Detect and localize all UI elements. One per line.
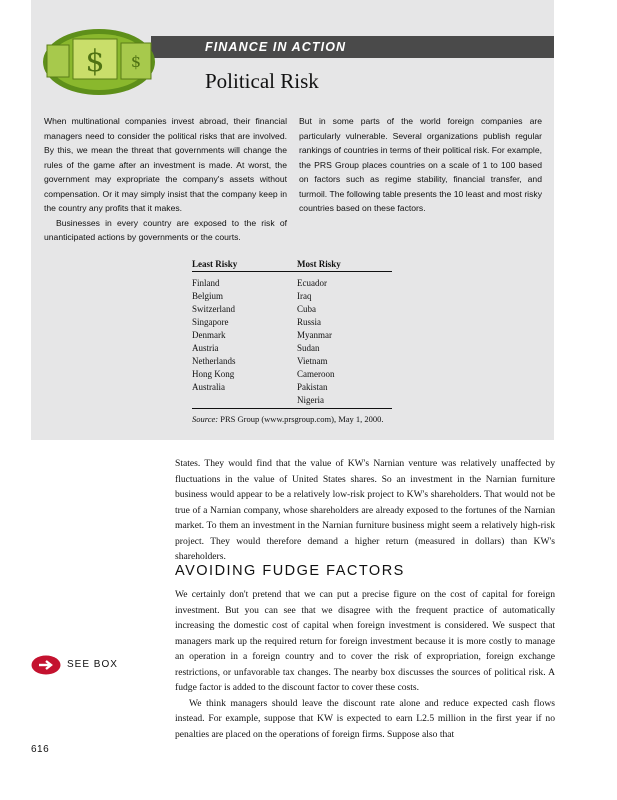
- box-right-paragraph: But in some parts of the world foreign companies are particularly vulnerable. Several organizations publish regular rankings of countries in terms of their political risk. For example, the PRS Group places countries on a scale of 1 to 100 based on factors such as regime stability, financial transfer, and turmoil. The following table presents the 10 least and most risky countries based on these factors.: [299, 116, 542, 213]
- body-paragraph-1-text: States. They would find that the value of KW's Narnian venture was relatively unaffected by fluctuations in the value of United States shares. So an investment in the Narnian furniture business would appear to be a relatively low-risk project to KW's shareholders. That would not be true of a Narnian company, whose shareholders are already exposed to the fortunes of the Narnian market. To them an investment in the Narnian furniture business might seem a relatively high-risk project. They would therefore demand a higher return (measured in dollars) than KW's shareholders.: [175, 458, 555, 562]
- table-cell-most: Sudan: [297, 343, 320, 353]
- table-bottom-rule: [192, 408, 392, 409]
- table-cell-most: Russia: [297, 317, 322, 327]
- source-text: PRS Group (www.prsgroup.com), May 1, 2000.: [220, 414, 384, 424]
- table-cell-least: Singapore: [192, 317, 229, 327]
- body-paragraph-3: We think managers should leave the discount rate alone and reduce expected cash flows instead. For example, suppose that KW is expected to earn L2.5 million in the first year if no penalties are placed on the operations of foreign firms. Suppose also that: [175, 697, 555, 740]
- table-cell-least: Belgium: [192, 291, 223, 301]
- box-left-paragraph-1: When multinational companies invest abroad, their financial managers need to consider the political risks that are involved. By this, we mean the threat that governments will change the rules of the game after an investment is made. At worst, the government may expropriate the company's assets without compensation. Or it may simply insist that the company keep in the country any profits that it makes.: [44, 116, 287, 213]
- box-header: [31, 0, 554, 101]
- table-cell-most: Myanmar: [297, 330, 332, 340]
- table-cell-most: Pakistan: [297, 382, 328, 392]
- table-cell-most: Iraq: [297, 291, 312, 301]
- table-cell-least: Netherlands: [192, 356, 236, 366]
- box-right-column: [299, 114, 542, 216]
- table-cell-most: Cameroon: [297, 369, 335, 379]
- page-number: 616: [31, 744, 50, 755]
- table-cell-most: Nigeria: [297, 395, 324, 405]
- table-cell-least: Denmark: [192, 330, 226, 340]
- dollar-bills-icon: [41, 27, 158, 97]
- table-cell-least: Hong Kong: [192, 369, 235, 379]
- section-heading: AVOIDING FUDGE FACTORS: [175, 563, 405, 579]
- table-cell-least: Austria: [192, 343, 219, 353]
- table-header-rule: [192, 271, 392, 272]
- body-paragraph-2: We certainly don't pretend that we can put a precise figure on the cost of capital for foreign investment. But you can see that we disagree with the frequent practice of automatically increasing the domestic cost of capital when foreign investment is considered. We suspect that managers mark up the required return for foreign investment because it is more costly to manage an operation in a foreign country and to cover the risk of expropriation, foreign exchange restrictions, or unfavorable tax changes. The nearby box discusses the sources of political risk. A fudge factor is added to the discount factor to cover these costs.: [175, 589, 555, 693]
- see-box-arrow-icon: [31, 655, 61, 675]
- table-cell-least: Australia: [192, 382, 225, 392]
- svg-text:$: $: [85, 44, 105, 79]
- box-kicker: FINANCE IN ACTION: [205, 40, 347, 54]
- table-header-most: Most Risky: [297, 259, 341, 269]
- table-cell-least: Switzerland: [192, 304, 235, 314]
- box-title: Political Risk: [205, 69, 319, 93]
- table-cell-most: Vietnam: [297, 356, 328, 366]
- table-cell-least: Finland: [192, 278, 220, 288]
- svg-text:$: $: [130, 52, 142, 71]
- box-left-column: [44, 114, 287, 245]
- table-cell-most: Ecuador: [297, 278, 327, 288]
- table-header-least: Least Risky: [192, 259, 238, 269]
- body-paragraphs-2-3: [175, 587, 555, 742]
- box-left-paragraph-2: Businesses in every country are exposed to the risk of unanticipated actions by governments or the courts.: [44, 217, 287, 242]
- source-label: Source:: [192, 414, 219, 424]
- table-cell-most: Cuba: [297, 304, 316, 314]
- see-box-label: SEE BOX: [67, 659, 118, 670]
- table-source: [192, 414, 384, 424]
- body-paragraph-1: [175, 456, 555, 565]
